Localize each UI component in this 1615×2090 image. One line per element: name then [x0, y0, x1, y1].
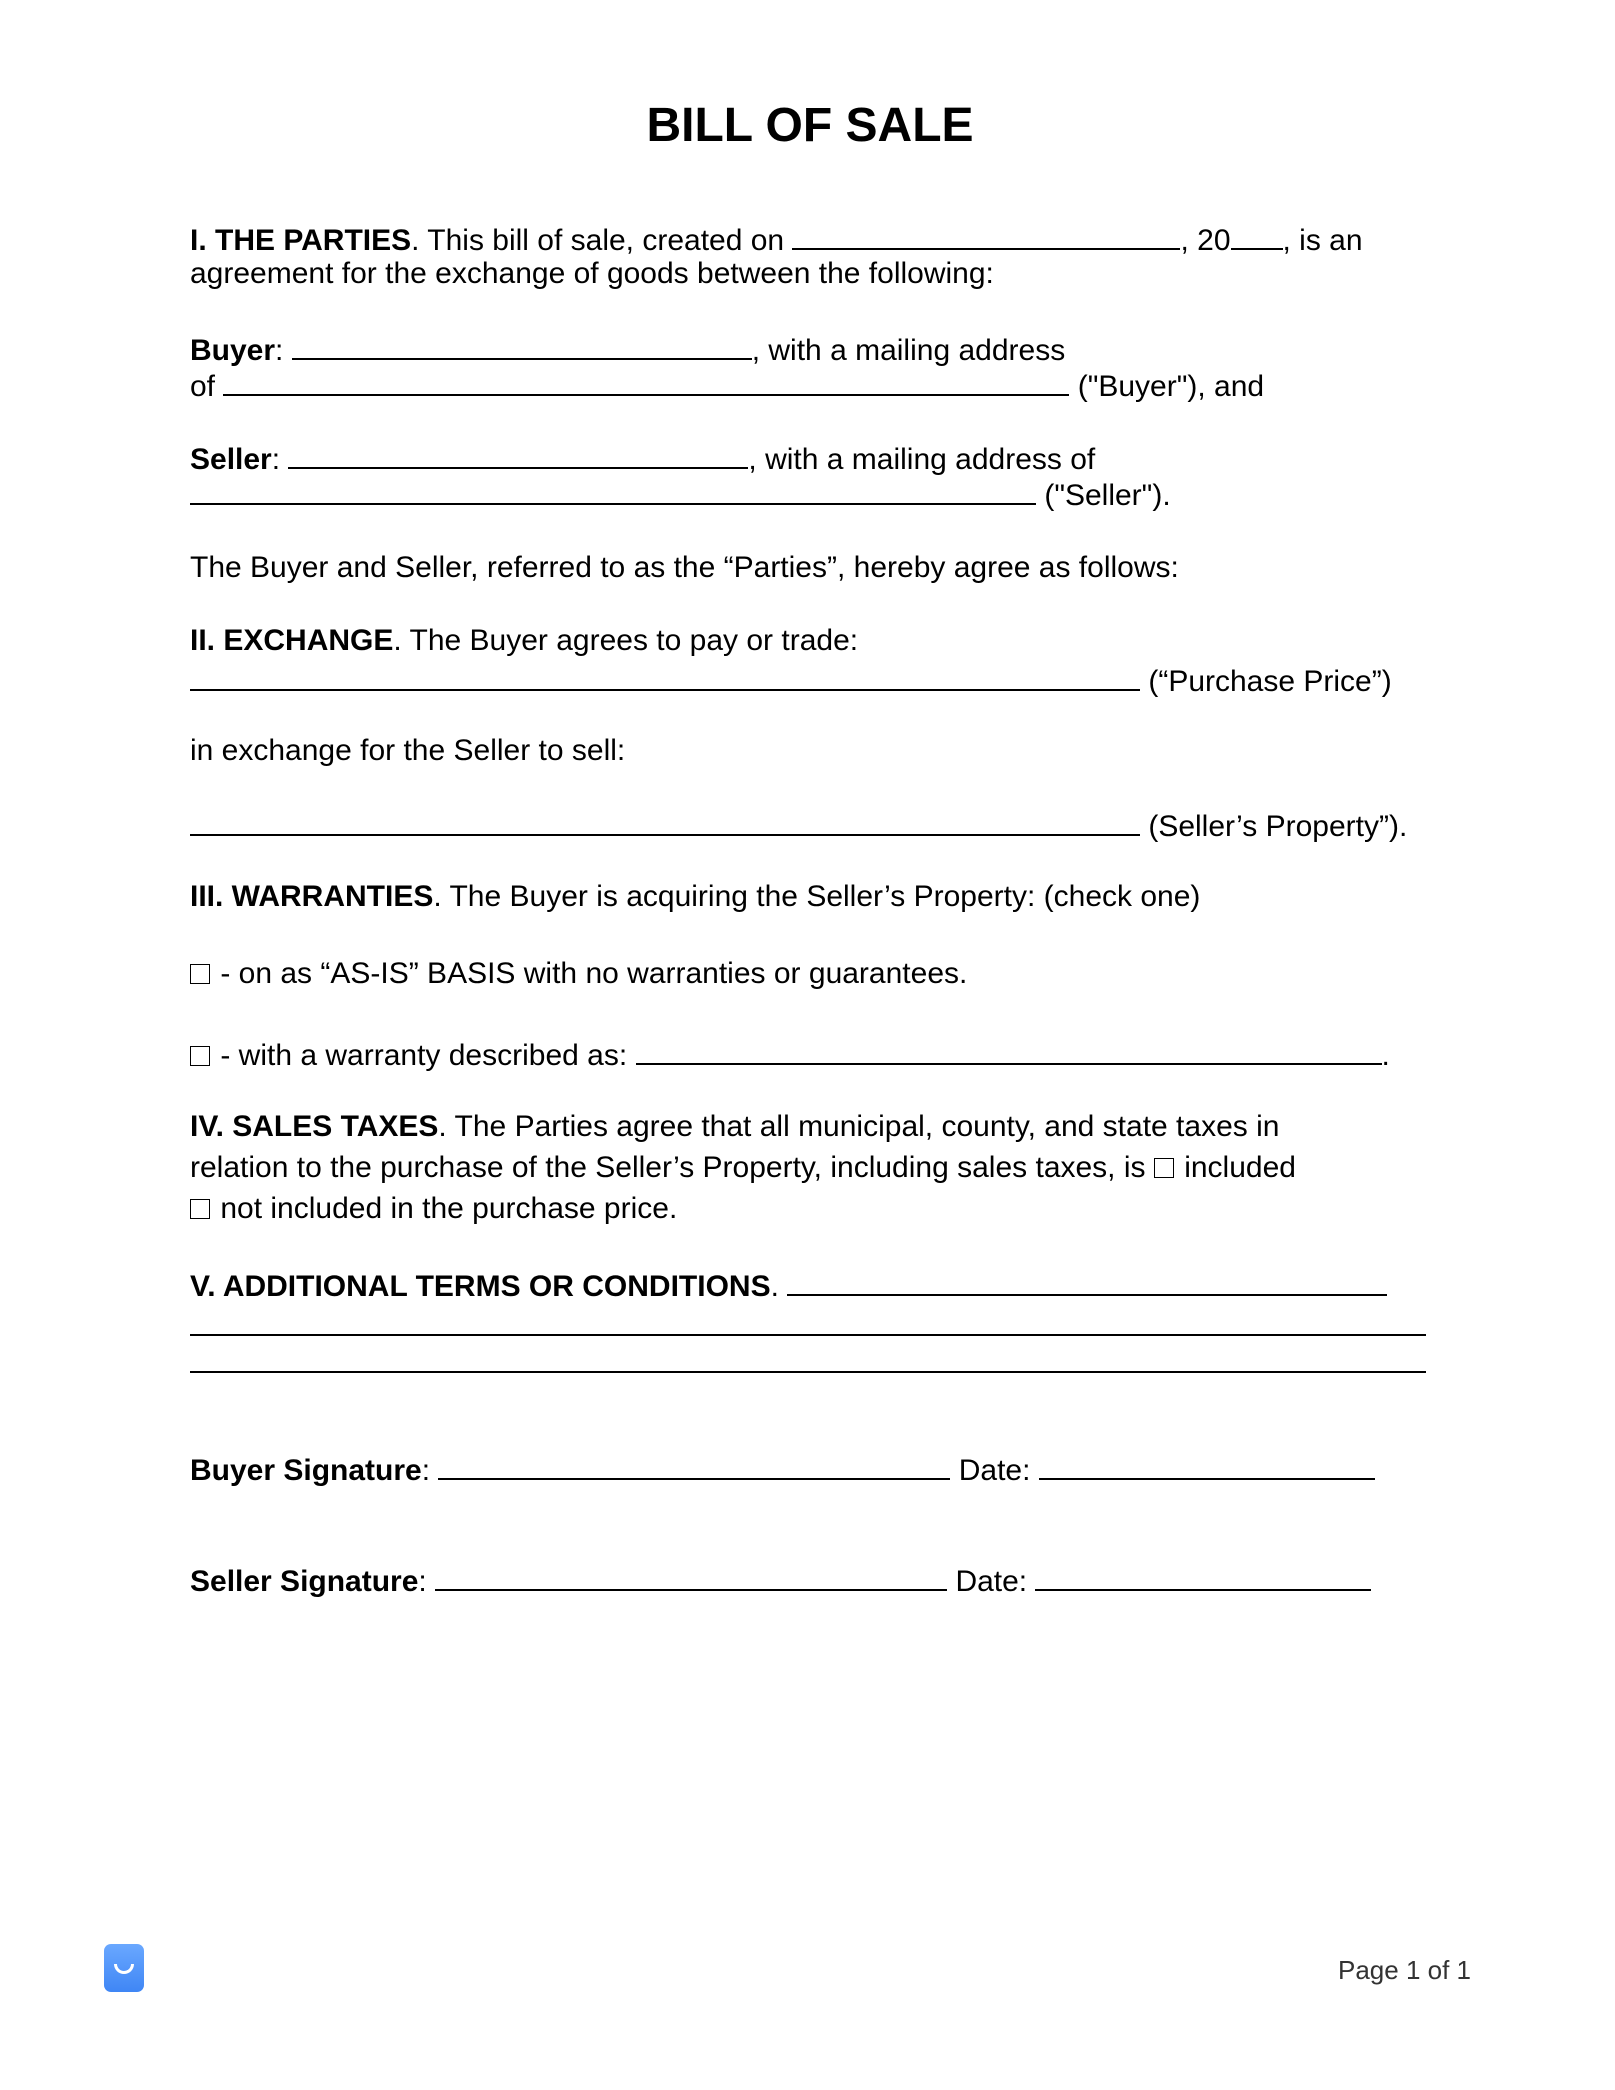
- buyer-suffix: ("Buyer"), and: [1069, 370, 1265, 403]
- brand-logo-icon: [104, 1944, 144, 1992]
- seller-property-field[interactable]: [190, 806, 1140, 836]
- buyer-label: Buyer: [190, 334, 276, 367]
- purchase-price-line: [190, 661, 1430, 700]
- seller-signature-field[interactable]: [435, 1561, 947, 1591]
- buyer-signature-field[interactable]: [438, 1450, 950, 1480]
- seller-line-1: Seller: , with a mailing address of: [190, 439, 1430, 478]
- additional-terms-field-3[interactable]: [190, 1371, 1426, 1373]
- buyer-name-field[interactable]: [292, 330, 752, 360]
- exchange-heading: II. EXCHANGE: [190, 624, 394, 657]
- seller-property-suffix: (Seller’s Property”).: [1140, 810, 1408, 843]
- buyer-line-1: Buyer: , with a mailing address: [190, 330, 1430, 369]
- document-title: BILL OF SALE: [646, 99, 974, 152]
- seller-property-line: [190, 806, 1430, 845]
- warranty-label: - with a warranty described as:: [212, 1039, 636, 1072]
- taxes-line-3: [190, 1191, 1430, 1227]
- seller-signature-colon: :: [418, 1565, 436, 1598]
- buyer-signature-colon: :: [421, 1454, 439, 1487]
- seller-name-field[interactable]: [288, 439, 748, 469]
- buyer-address-text: , with a mailing address: [751, 334, 1066, 367]
- seller-address-text: , with a mailing address of: [748, 443, 1096, 476]
- warranty-checkbox[interactable]: [190, 1046, 210, 1066]
- included-label: included: [1175, 1151, 1296, 1184]
- year-prefix: , 20: [1180, 224, 1231, 257]
- agreement-statement: The Buyer and Seller, referred to as the “Parties”, hereby agree as follows:: [190, 551, 1179, 584]
- taxes-line-2: [190, 1150, 1430, 1186]
- exchange-line: [190, 623, 1430, 659]
- not-included-label: not included in the purchase price.: [212, 1192, 678, 1225]
- taxes-heading: IV. SALES TAXES: [190, 1110, 439, 1143]
- buyer-of: of: [190, 370, 216, 403]
- seller-date-label: Date:: [955, 1565, 1036, 1598]
- in-exchange-text: in exchange for the Seller to sell:: [190, 734, 626, 767]
- seller-date-field[interactable]: [1035, 1561, 1371, 1591]
- parties-line-2: agreement for the exchange of goods between the following:: [190, 257, 994, 290]
- warranty-description-field[interactable]: [636, 1035, 1382, 1065]
- purchase-price-field[interactable]: [190, 661, 1140, 691]
- additional-terms-field-2[interactable]: [190, 1334, 1426, 1336]
- seller-label: Seller: [190, 443, 272, 476]
- additional-heading: V. ADDITIONAL TERMS OR CONDITIONS: [190, 1270, 771, 1303]
- buyer-signature-line: [190, 1450, 1430, 1489]
- included-checkbox[interactable]: [1154, 1158, 1174, 1178]
- parties-line-1: [190, 220, 1430, 259]
- parties-heading: I. THE PARTIES: [190, 224, 412, 257]
- warranties-heading: III. WARRANTIES: [190, 880, 434, 913]
- warranties-line: [190, 879, 1430, 915]
- seller-signature-line: [190, 1561, 1430, 1600]
- seller-suffix: ("Seller").: [1036, 479, 1171, 512]
- warranty-period: .: [1381, 1039, 1390, 1072]
- as-is-label: - on as “AS-IS” BASIS with no warranties or guarantees.: [212, 957, 968, 990]
- additional-dot: .: [770, 1270, 788, 1303]
- additional-terms-field-1[interactable]: [787, 1266, 1387, 1296]
- additional-terms-line: [190, 1266, 1430, 1305]
- page-number: Page 1 of 1: [1338, 1955, 1471, 1985]
- buyer-line-2: [190, 366, 1430, 405]
- taxes-text-1: . The Parties agree that all municipal, county, and state taxes in: [438, 1110, 1280, 1143]
- buyer-date-field[interactable]: [1039, 1450, 1375, 1480]
- parties-intro: . This bill of sale, created on: [411, 224, 793, 257]
- warranty-option: [190, 1035, 1430, 1074]
- as-is-option: [190, 956, 1430, 992]
- seller-line-2: [190, 475, 1430, 514]
- purchase-price-suffix: (“Purchase Price”): [1140, 665, 1392, 698]
- taxes-text-2: relation to the purchase of the Seller’s Property, including sales taxes, is: [190, 1151, 1154, 1184]
- creation-date-field[interactable]: [792, 220, 1180, 250]
- buyer-date-label: Date:: [958, 1454, 1039, 1487]
- taxes-line-1: [190, 1109, 1430, 1145]
- as-is-checkbox[interactable]: [190, 964, 210, 984]
- seller-address-field[interactable]: [190, 475, 1036, 505]
- seller-signature-label: Seller Signature: [190, 1565, 419, 1598]
- year-suffix: , is an: [1282, 224, 1363, 257]
- year-field[interactable]: [1231, 220, 1283, 250]
- buyer-address-field[interactable]: [223, 366, 1069, 396]
- not-included-checkbox[interactable]: [190, 1199, 210, 1219]
- warranties-text: . The Buyer is acquiring the Seller’s Property: (check one): [433, 880, 1201, 913]
- exchange-text: . The Buyer agrees to pay or trade:: [393, 624, 859, 657]
- buyer-signature-label: Buyer Signature: [190, 1454, 422, 1487]
